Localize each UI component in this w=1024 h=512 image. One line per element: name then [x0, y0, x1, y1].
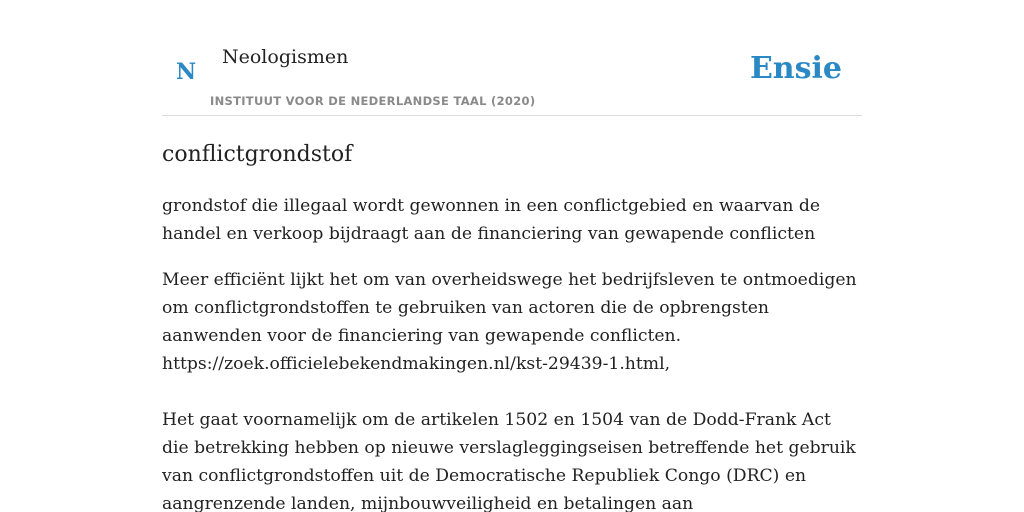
source-title-link[interactable]: Neologismen	[222, 46, 349, 68]
entry-example	[162, 266, 862, 378]
example-text: Het gaat voornamelijk om de artikelen 1502 en 1504 van de Dodd-Frank Act die betrekking hebben op nieuwe verslagleggingseisen betreffende het gebruik van conflictgrondstoffen uit de Democratische Republiek Congo (DRC) en aangrenzende landen, mijnbouwveiligheid en betalingen aan	[162, 410, 856, 512]
source-subtitle: INSTITUUT VOOR DE NEDERLANDSE TAAL (2020)	[210, 94, 536, 108]
example-text: Meer efficiënt lijkt het om van overheidswege het bedrijfsleven te ontmoedigen om conflictgrondstoffen te gebruiken van actoren die de opbrengsten aanwenden voor de financiering van gewapende conflicten.	[162, 270, 857, 346]
example-source-link[interactable]: https://zoek.officielebekendmakingen.nl/kst-29439-1.html,	[162, 354, 671, 374]
entry-example	[162, 406, 862, 512]
entry-definition: grondstof die illegaal wordt gewonnen in een conflictgebied en waarvan de handel en verkoop bijdraagt aan de financiering van gewapende conflicten	[162, 196, 821, 244]
brand-logo[interactable]: Ensie	[749, 51, 842, 86]
entry-content	[162, 138, 862, 512]
source-badge: N	[175, 59, 197, 85]
source-header	[162, 34, 862, 116]
entry-headword: conflictgrondstof	[162, 142, 353, 167]
